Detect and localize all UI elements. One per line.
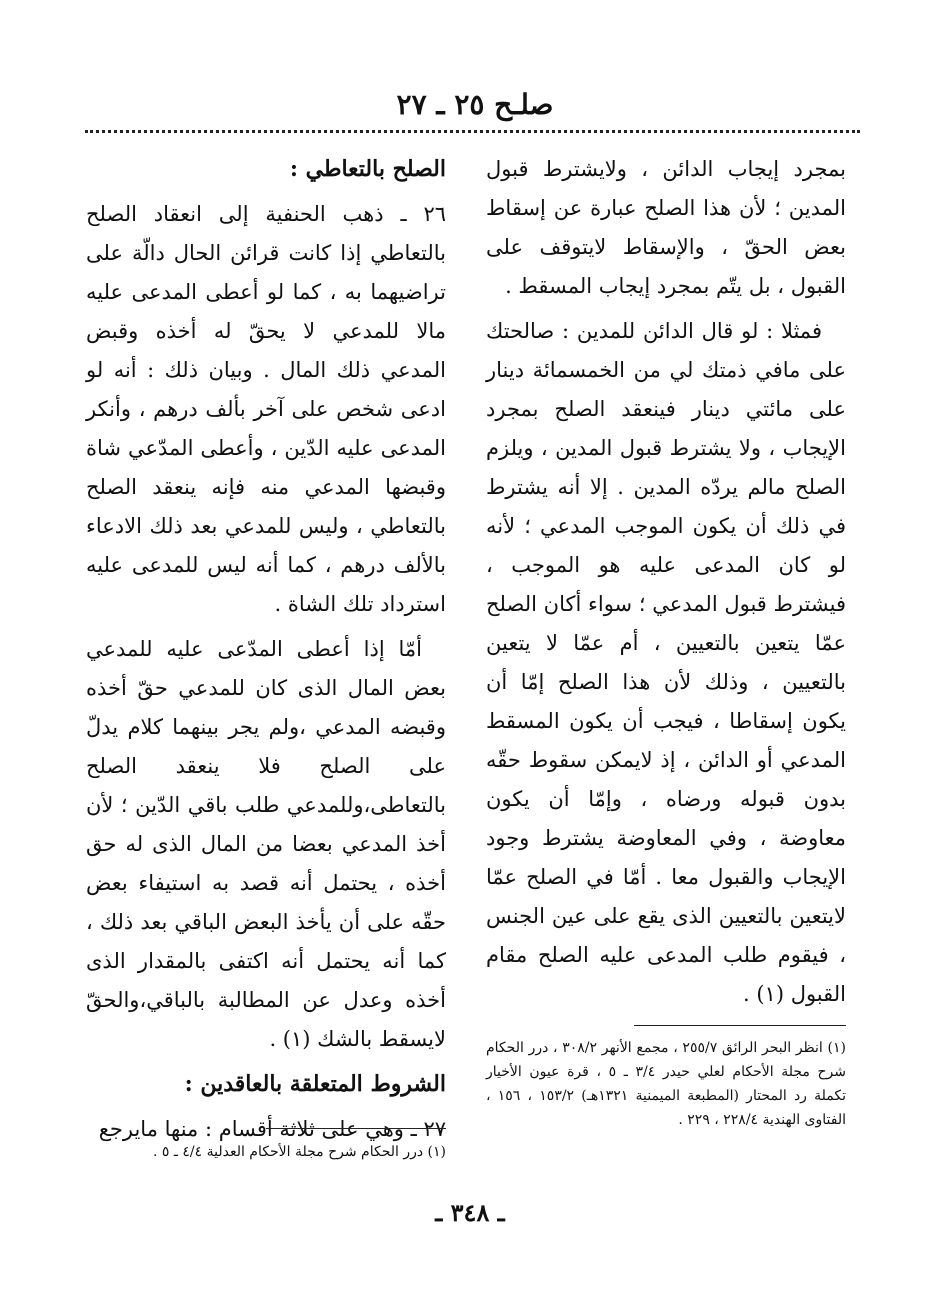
page-number: ـ ٣٤٨ ـ: [435, 1198, 505, 1227]
page-header: صلـح ٢٥ ـ ٢٧: [396, 88, 554, 121]
footnote-left: (١) درر الحكام شرح مجلة الأحكام العدلية ٤/٤ ـ ٥ .: [152, 1144, 446, 1160]
right-paragraph-2: فمثلا : لو قال الدائن للمدين : صالحتك على مافي ذمتك لي من الخمسمائة دينار على مائتي دينار فينعقد الصلح بمجرد الإيجاب ، ولا يشترط قبول المدين ، ويلزم الصلح مالم يردّه المدين . إلا أنه يشترط في ذلك أن يكون الموجب المدعي ؛ لأنه لو كان المدعى عليه هو الموجب ، فيشترط قبول المدعي ؛ سواء أكان الصلح عمّا يتعين بالتعيين ، أم عمّا لا يتعين بالتعيين ، وذلك لأن هذا الصلح إمّا أن يكون إسقاطا ، فيجب أن يكون المسقط المدعي أو الدائن ، إذ لايمكن سقوط حقّه بدون قبوله ورضاه ، وإمّا أن يكون معاوضة ، وفي المعاوضة يشترط وجود الإيجاب والقبول معا . أمّا في الصلح عمّا لايتعين بالتعيين الذى يقع على عين الجنس ، فيقوم طلب المدعى عليه الصلح مقام القبول (١) .: [486, 319, 846, 1006]
footnote-divider-left: [266, 1128, 446, 1129]
section-heading-contracting-parties: الشروط المتعلقة بالعاقدين :: [184, 1071, 446, 1097]
right-paragraph-1: بمجرد إيجاب الدائن ، ولايشترط قبول المدين ؛ لأن هذا الصلح عبارة عن إسقاط بعض الحقّ ، والإسقاط لايتوقف على القبول ، بل يتّم بمجرد إيجاب المسقط .: [486, 157, 846, 298]
left-paragraph-1: ٢٦ ـ ذهب الحنفية إلى انعقاد الصلح بالتعاطي إذا كانت قرائن الحال دالّة على تراضيهما به ، كما لو أعطى المدعى عليه مالا للمدعي لا يحقّ له أخذه وقبض المدعي ذلك المال . وبيان ذلك : أنه لو ادعى شخص على آخر بألف درهم ، وأنكر المدعى عليه الدّين ، وأعطى المدّعي شاة وقبضها المدعي منه فإنه ينعقد الصلح بالتعاطي ، وليس للمدعي بعد ذلك الادعاء بالألف درهم ، كما أنه ليس للمدعى عليه استرداد تلك الشاة .: [86, 202, 446, 616]
right-column: [486, 150, 846, 1014]
section-heading-reconciliation-by-exchange: الصلح بالتعاطي :: [289, 156, 446, 182]
header-divider: [85, 130, 860, 133]
footnote-right: (١) انظر البحر الرائق ٢٥٥/٧ ، مجمع الأنهر ٣٠٨/٢ ، درر الحكام شرح مجلة الأحكام لعلي حيدر ٣/٤ ـ ٥ ، قرة عيون الأخيار تكملة رد المحتار (المطبعة الميمنية ١٣٢١هـ) ١٥٣/٢ ، ١٥٦ ، الفتاوى الهندية ٢٢٨/٤ ، ٢٢٩ .: [486, 1040, 847, 1128]
footnote-divider-right: [634, 1025, 846, 1026]
left-paragraph-3: ٢٧ ـ وهي على ثلاثة أقسام : منها مايرجع: [98, 1117, 446, 1141]
left-column: [86, 150, 446, 1149]
left-paragraph-2: أمّا إذا أعطى المدّعى عليه للمدعي بعض المال الذى كان للمدعي حقّ أخذه وقبضه المدعي ،ولم يجر بينهما كلام يدلّ على الصلح فلا ينعقد الصلح بالتعاطى،وللمدعي طلب باقي الدّين ؛ لأن أخذ المدعي بعضا من المال الذى له حق أخذه ، يحتمل أنه قصد به استيفاء بعض حقّه على أن يأخذ البعض الباقي بعد ذلك ، كما أنه يحتمل أنه اكتفى بالمقدار الذى أخذه وعدل عن المطالبة بالباقي،والحقّ لايسقط بالشك (١) .: [86, 637, 446, 1051]
